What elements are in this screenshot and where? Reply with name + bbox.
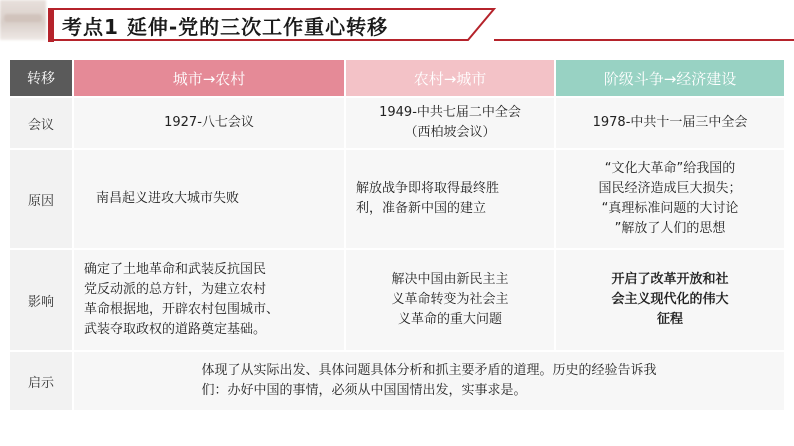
impact-col1-line: 武装夺取政权的道路奠定基础。 — [84, 322, 267, 338]
reason-col3-line: “文化大革命”给我国的 — [604, 160, 736, 176]
meeting-col2-line: 1949-中共七届二中全会 — [379, 104, 521, 120]
reason-cell-col3 — [556, 150, 784, 248]
reason-col3-line: ”解放了人们的思想 — [614, 221, 726, 237]
header-col-rural-to-city: 农村→城市 — [346, 60, 554, 96]
reason-col3-line: 国民经济造成巨大损失； — [598, 180, 742, 196]
meeting-col3-line: 1978-中共十一届三中全会 — [592, 114, 748, 130]
decorative-corner-image — [0, 0, 46, 40]
comparison-table — [10, 60, 784, 410]
meeting-col2-line: （西柏坡会议） — [404, 125, 496, 140]
title-underline — [494, 39, 794, 41]
row-label-reason: 原因 — [10, 150, 72, 248]
impact-cell-col1 — [74, 250, 344, 350]
reason-col2-line: 解放战争即将取得最终胜 — [356, 180, 500, 196]
meeting-cell-col1 — [74, 98, 344, 148]
header-col-city-to-rural: 城市→农村 — [74, 60, 344, 96]
row-label-insight: 启示 — [10, 352, 72, 410]
meeting-col1-line: 1927-八七会议 — [164, 114, 254, 130]
insight-line: 们：办好中国的事情，必须从中国国情出发，实事求是。 — [201, 383, 527, 398]
reason-col1-line: 南昌起义进攻大城市失败 — [96, 190, 240, 206]
impact-col1-line: 革命根据地，开辟农村包围城市、 — [84, 302, 280, 317]
impact-col3-line: 会主义现代化的伟大 — [611, 291, 729, 307]
header-col-class-to-economy: 阶级斗争→经济建设 — [556, 60, 784, 96]
meeting-cell-col2 — [346, 98, 554, 148]
impact-col1-line: 确定了土地革命和武装反抗国民 — [84, 261, 267, 277]
impact-col3-line: 开启了改革开放和社 — [611, 271, 729, 287]
row-label-meeting: 会议 — [10, 98, 72, 148]
impact-cell-col3 — [556, 250, 784, 350]
reason-col2-line: 利，准备新中国的建立 — [356, 201, 487, 216]
page-title: 考点1 延伸-党的三次工作重心转移 — [62, 15, 389, 39]
insight-line: 体现了从实际出发、具体问题具体分析和抓主要矛盾的道理。历史的经验告诉我 — [201, 362, 657, 378]
impact-col2-line: 义革命的重大问题 — [397, 312, 502, 328]
impact-col2-line: 义革命转变为社会主 — [391, 291, 509, 307]
reason-cell-col2 — [346, 150, 554, 248]
insight-cell — [74, 352, 784, 410]
row-label-impact: 影响 — [10, 250, 72, 350]
impact-col3-line: 征程 — [656, 312, 683, 328]
reason-col3-line: “真理标准问题的大讨论 — [601, 201, 739, 216]
impact-col1-line: 党反动派的总方针，为建立农村 — [84, 281, 267, 297]
impact-col2-line: 解决中国由新民主主 — [391, 271, 509, 287]
impact-cell-col2 — [346, 250, 554, 350]
meeting-cell-col3 — [556, 98, 784, 148]
reason-cell-col1 — [74, 150, 344, 248]
header-label-cell: 转移 — [10, 60, 72, 96]
